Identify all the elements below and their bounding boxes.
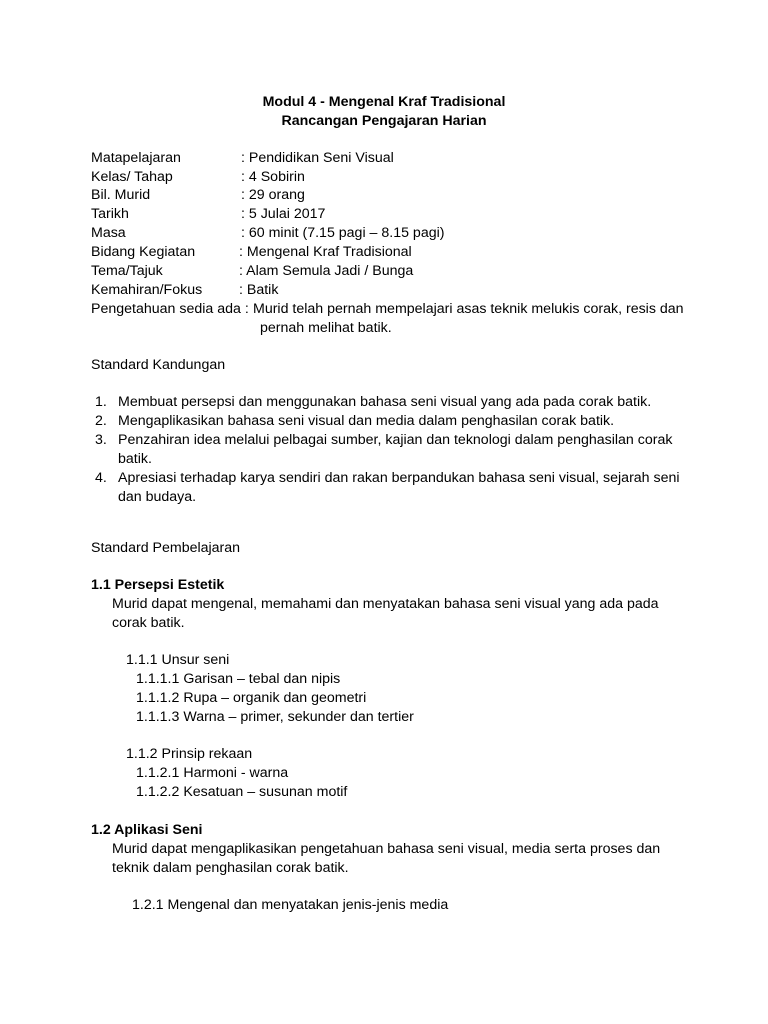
- list-item: Membuat persepsi dan menggunakan bahasa seni visual yang ada pada corak batik.: [118, 394, 652, 410]
- section-desc-line: Murid dapat mengaplikasikan pengetahuan bahasa seni visual, media serta proses dan: [112, 841, 661, 857]
- section-desc-line: Murid dapat mengenal, memahami dan menyatakan bahasa seni visual yang ada pada: [112, 596, 659, 612]
- info-label: Matapelajaran: [91, 150, 181, 166]
- info-value: : Alam Semula Jadi / Bunga: [239, 263, 414, 279]
- list-item-number: 2.: [95, 413, 107, 429]
- info-label: Kemahiran/Fokus: [91, 282, 203, 298]
- pengetahuan-value-line1: Murid telah pernah mempelajari asas teknik melukis corak, resis dan: [253, 301, 684, 317]
- info-label: Bil. Murid: [91, 187, 151, 203]
- info-value: : Pendidikan Seni Visual: [241, 150, 394, 166]
- section-desc-line: teknik dalam penghasilan corak batik.: [112, 860, 349, 876]
- section-desc-line: corak batik.: [112, 615, 185, 631]
- list-item-continuation: dan budaya.: [118, 489, 197, 505]
- info-value: : Batik: [239, 282, 279, 298]
- subsection-unsur-seni: 1.1.1 Unsur seni: [126, 652, 230, 668]
- info-value: : 4 Sobirin: [241, 169, 305, 185]
- list-item: Mengaplikasikan bahasa seni visual dan media dalam penghasilan corak batik.: [118, 413, 615, 429]
- info-label: Kelas/ Tahap: [91, 169, 173, 185]
- document-title: Modul 4 - Mengenal Kraf Tradisional: [262, 94, 506, 110]
- sub-item: 1.1.2.2 Kesatuan – susunan motif: [136, 784, 348, 800]
- sub-item: 1.1.1.1 Garisan – tebal dan nipis: [136, 671, 341, 687]
- pengetahuan-label: Pengetahuan sedia ada :: [91, 301, 249, 317]
- subsection-prinsip-rekaan: 1.1.2 Prinsip rekaan: [126, 746, 253, 762]
- info-value: : 60 minit (7.15 pagi – 8.15 pagi): [241, 225, 445, 241]
- sub-item: 1.1.1.3 Warna – primer, sekunder dan tertier: [136, 709, 414, 725]
- standard-kandungan-heading: Standard Kandungan: [91, 357, 226, 373]
- info-value: : Mengenal Kraf Tradisional: [239, 244, 412, 260]
- sub-item: 1.1.1.2 Rupa – organik dan geometri: [136, 690, 367, 706]
- standard-pembelajaran-heading: Standard Pembelajaran: [91, 540, 241, 556]
- list-item-number: 4.: [95, 470, 107, 486]
- info-label: Tarikh: [91, 206, 129, 222]
- document-subtitle: Rancangan Pengajaran Harian: [281, 113, 487, 129]
- list-item: Apresiasi terhadap karya sendiri dan rakan berpandukan bahasa seni visual, sejarah seni: [118, 470, 680, 486]
- section-heading-1-2: 1.2 Aplikasi Seni: [91, 822, 203, 838]
- info-value: : 29 orang: [241, 187, 305, 203]
- list-item: Penzahiran idea melalui pelbagai sumber, kajian dan teknologi dalam penghasilan corak: [118, 432, 673, 448]
- info-label: Masa: [91, 225, 126, 241]
- info-label: Tema/Tajuk: [91, 263, 163, 279]
- subsection-1-2-1: 1.2.1 Mengenal dan menyatakan jenis-jenis media: [132, 897, 449, 913]
- list-item-number: 3.: [95, 432, 107, 448]
- section-heading-1-1: 1.1 Persepsi Estetik: [91, 577, 225, 593]
- info-value: : 5 Julai 2017: [241, 206, 326, 222]
- pengetahuan-value-line2: pernah melihat batik.: [260, 320, 392, 336]
- list-item-continuation: batik.: [118, 451, 152, 467]
- sub-item: 1.1.2.1 Harmoni - warna: [136, 765, 289, 781]
- list-item-number: 1.: [95, 394, 107, 410]
- info-label: Bidang Kegiatan: [91, 244, 196, 260]
